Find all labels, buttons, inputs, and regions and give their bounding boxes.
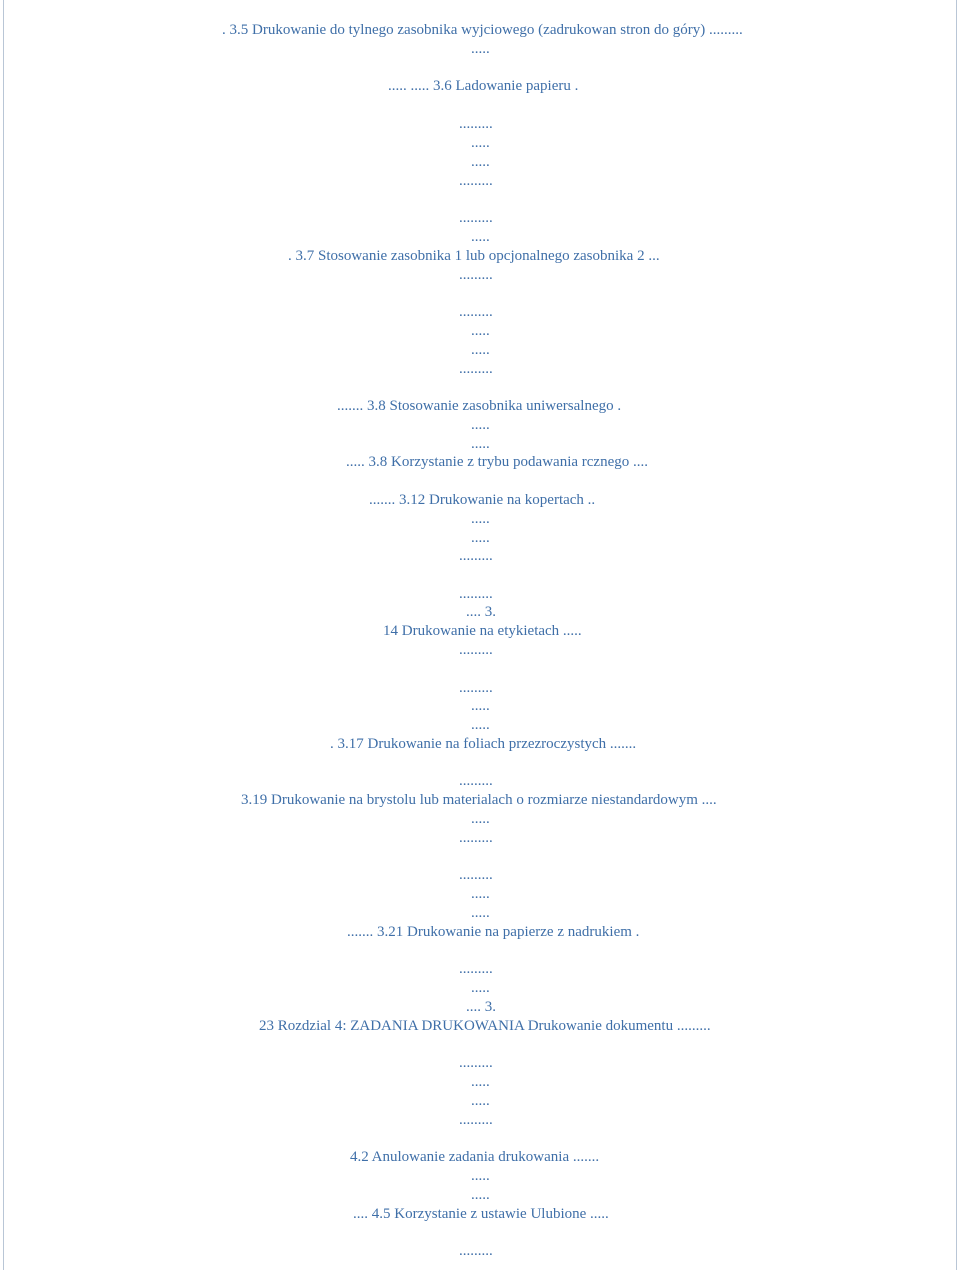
toc-leader: ..... (471, 886, 490, 902)
toc-leader: ..... (471, 154, 490, 170)
toc-entry-4-5: .... 4.5 Korzystanie z ustawie Ulubione ..... (353, 1206, 609, 1222)
toc-leader: ..... (471, 342, 490, 358)
toc-leader: ......... (459, 773, 493, 789)
toc-entry-3-19: 3.19 Drukowanie na brystolu lub materialach o rozmiarze niestandardowym .... (241, 792, 717, 808)
toc-leader: ..... (471, 1093, 490, 1109)
toc-entry-3-12: ....... 3.12 Drukowanie na kopertach .. (369, 492, 596, 508)
toc-leader: ..... (471, 41, 490, 57)
toc-leader: ......... (459, 548, 493, 564)
toc-entry-3-7: . 3.7 Stosowanie zasobnika 1 lub opcjonalnego zasobnika 2 ... (288, 248, 660, 264)
toc-leader: ......... (459, 586, 493, 602)
toc-leader: ..... (471, 980, 490, 996)
toc-leader: ..... (471, 229, 490, 245)
toc-entry-3-6: ..... ..... 3.6 Ladowanie papieru . (388, 78, 579, 94)
toc-leader: ......... (459, 680, 493, 696)
toc-leader: ......... (459, 1112, 493, 1128)
toc-entry-3-8-manual-feed: ..... 3.8 Korzystanie z trybu podawania rcznego .... (346, 454, 648, 470)
toc-leader: ..... (471, 436, 490, 452)
toc-leader: ..... (471, 905, 490, 921)
toc-leader: ......... (459, 210, 493, 226)
toc-leader: ..... (471, 1168, 490, 1184)
toc-entry-3-17: . 3.17 Drukowanie na foliach przezroczystych ....... (330, 736, 637, 752)
toc-leader: ......... (459, 1243, 493, 1259)
toc-entry-3-21: ....... 3.21 Drukowanie na papierze z nadrukiem . (347, 924, 640, 940)
toc-leader: ..... (471, 698, 490, 714)
toc-leader (471, 58, 472, 76)
toc-leader: ......... (459, 116, 493, 132)
toc-leader: ......... (459, 173, 493, 189)
toc-entry-3-14-prefix: .... 3. (466, 604, 496, 620)
toc-leader: ..... (471, 717, 490, 733)
toc-leader: ..... (471, 417, 490, 433)
toc-leader: ......... (459, 642, 493, 658)
toc-entry-3-5: . 3.5 Drukowanie do tylnego zasobnika wyjciowego (zadrukowan stron do góry) ......... (222, 22, 743, 38)
toc-leader: ..... (471, 811, 490, 827)
toc-leader: ......... (459, 961, 493, 977)
toc-leader: ..... (471, 1187, 490, 1203)
toc-leader: ..... (471, 323, 490, 339)
toc-entry-3-8-universal-tray: ....... 3.8 Stosowanie zasobnika uniwersalnego . (337, 398, 622, 414)
toc-leader: ......... (459, 830, 493, 846)
toc-leader: ......... (459, 304, 493, 320)
toc-entry-3-14: 14 Drukowanie na etykietach ..... (383, 623, 582, 639)
toc-leader: ......... (459, 867, 493, 883)
toc-leader: ......... (459, 1055, 493, 1071)
toc-leader: ..... (471, 1074, 490, 1090)
toc-leader: ......... (459, 267, 493, 283)
toc-entry-3-23-prefix: .... 3. (466, 999, 496, 1015)
toc-leader: ..... (471, 511, 490, 527)
toc-leader: ..... (471, 135, 490, 151)
toc-entry-4-2: 4.2 Anulowanie zadania drukowania ....... (350, 1149, 600, 1165)
toc-entry-chapter-4: 23 Rozdzial 4: ZADANIA DRUKOWANIA Drukowanie dokumentu ......... (259, 1018, 711, 1034)
toc-leader: ......... (459, 361, 493, 377)
toc-leader: ..... (471, 530, 490, 546)
